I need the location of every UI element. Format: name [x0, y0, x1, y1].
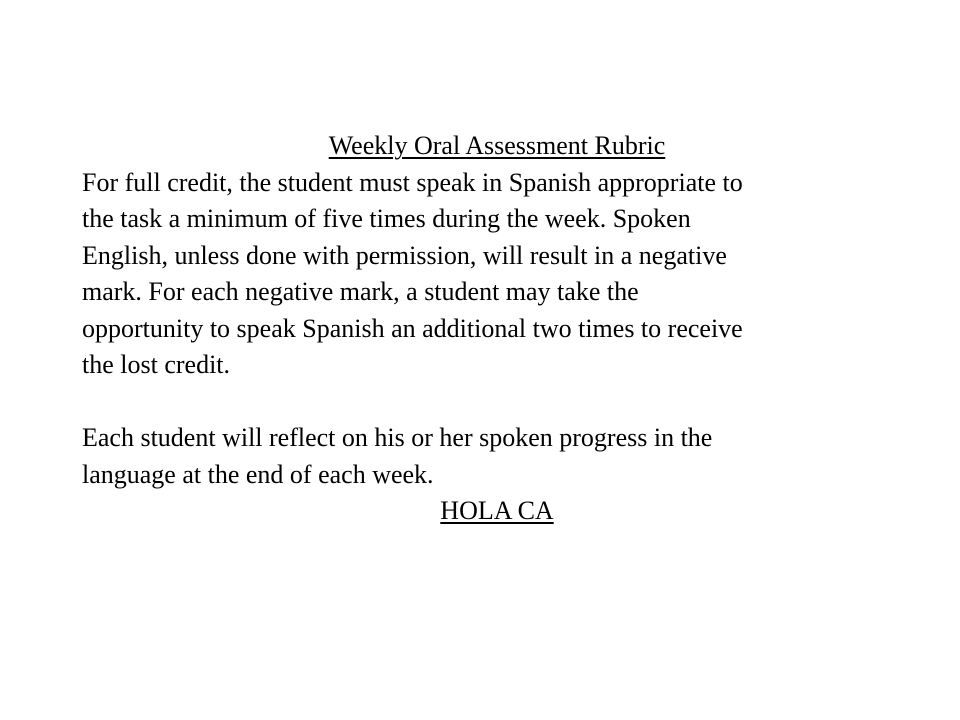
rubric-text-block — [82, 128, 912, 530]
paragraph-spacer — [82, 384, 912, 421]
paragraph-1-line: For full credit, the student must speak in Spanish appropriate to — [82, 167, 743, 197]
paragraph-2-line: Each student will reflect on his or her spoken progress in the — [82, 423, 713, 452]
paragraph-1-line: the lost credit. — [82, 350, 231, 379]
rubric-title: Weekly Oral Assessment Rubric — [328, 131, 666, 160]
paragraph-2-line: language at the end of each week. — [82, 459, 434, 489]
paragraph-1-line: the task a minimum of five times during the week. Spoken — [82, 204, 691, 233]
paragraph-1-line: opportunity to speak Spanish an additional two times to receive — [82, 313, 743, 343]
footer-label: HOLA CA — [440, 496, 554, 525]
paragraph-1-line: mark. For each negative mark, a student may take the — [82, 277, 639, 306]
paragraph-1-line: English, unless done with permission, will result in a negative — [82, 240, 727, 270]
